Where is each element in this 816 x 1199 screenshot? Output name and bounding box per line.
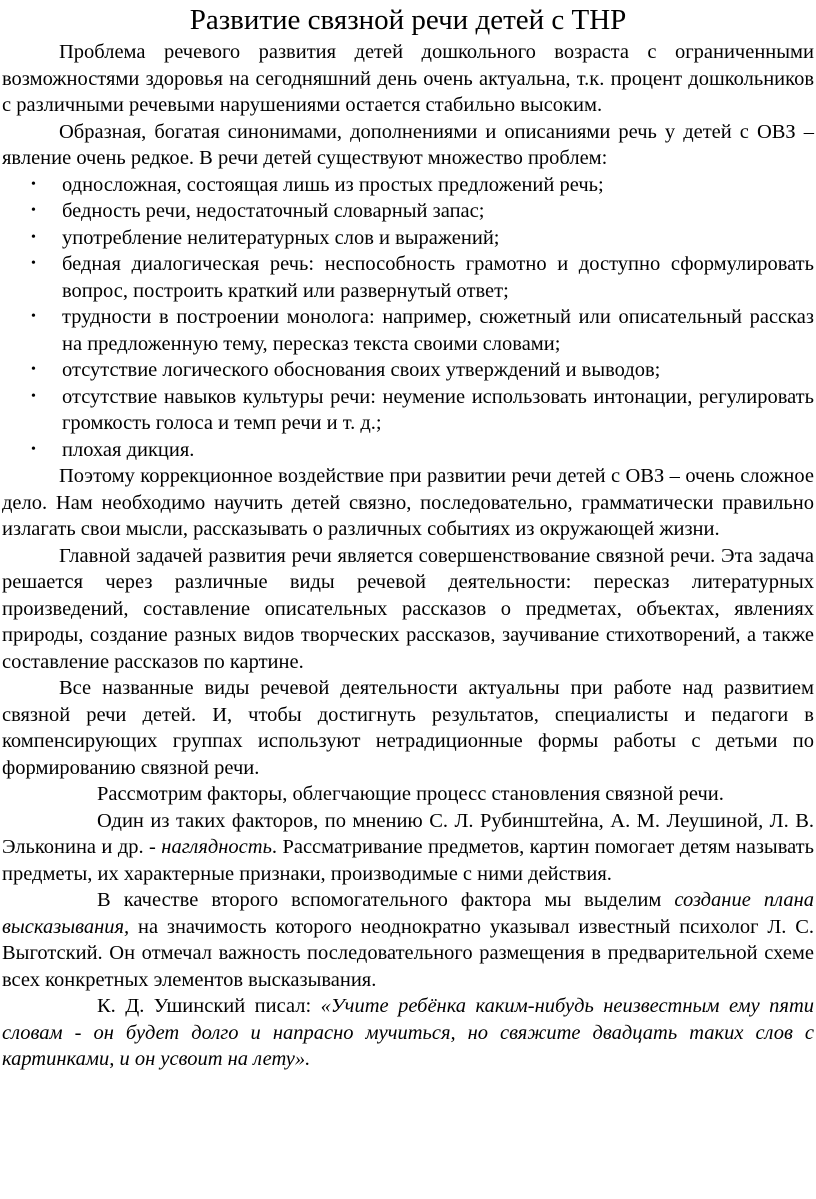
paragraph-speech-problem: Проблема речевого развития детей дошкольного возраста с ограниченными возможностями здоровья на сегодняшний день очень актуальна, т.к. процент дошкольников с различными речевыми нарушениями остается стабильно высоким. [2,41,814,116]
list-item: • плохая дикция. [62,437,814,464]
paragraph-factors-intro: Рассмотрим факторы, облегчающие процесс становления связной речи. [97,783,724,805]
ushinsky-intro: К. Д. Ушинский писал: [97,995,321,1017]
list-item: • бедность речи, недостаточный словарный запас; [62,198,814,225]
paragraph-activities: Все названные виды речевой деятельности актуальны при работе над развитием связной речи детей. И, чтобы достигнуть результатов, специалисты и педагоги в компенсирующих группах используют нетрадиционные формы работы с детьми по формированию связной речи. [2,677,814,779]
problems-list [2,172,814,464]
list-item: • трудности в построении монолога: например, сюжетный или описательный рассказ на предложенную тему, пересказ текста своими словами; [62,304,814,357]
list-item: • отсутствие логического обоснования своих утверждений и выводов; [62,357,814,384]
list-item: • отсутствие навыков культуры речи: неумение использовать интонации, регулировать громкость голоса и темп речи и т. д.; [62,384,814,437]
paragraph-visual-factor [2,808,814,888]
list-item: • употребление нелитературных слов и выражений; [62,225,814,252]
paragraph-correction: Поэтому коррекционное воздействие при развитии речи детей с ОВЗ – очень сложное дело. Нам необходимо научить детей связно, последовательно, грамматически правильно излагать свои мысли, рассказывать о различных событиях из окружающей жизни. [2,465,814,540]
paragraph-main-task: Главной задачей развития речи является совершенствование связной речи. Эта задача решается через различные виды речевой деятельности: пересказ литературных произведений, составление описательных рассказов о предметах, объектах, явлениях природы, создание разных видов творческих рассказов, заучивание стихотворений, а также составление рассказов по картине. [2,544,814,673]
list-item: • односложная, состоящая лишь из простых предложений речь; [62,172,814,199]
ushinsky-quote-text: «Учите ребёнка каким-нибудь неизвестным ему пяти словам - он будет долго и напрасно мучиться, но свяжите двадцать таких слов с картинками, и он усвоит на лету». [2,995,814,1070]
document-title: Развитие связной речи детей с ТНР [189,4,627,36]
plan-factor-before: В качестве второго вспомогательного фактора мы выделим [97,889,675,911]
list-item: • бедная диалогическая речь: неспособность грамотно и доступно сформулировать вопрос, построить краткий или развернутый ответ; [62,251,814,304]
plan-factor-after: на значимость которого неоднократно указывал известный психолог Л. С. Выготский. Он отмечал важность последовательного размещения в предварительной схеме всех конкретных элементов высказывания. [2,915,814,991]
paragraph-plan-factor [2,887,814,993]
paragraph-ushinsky-quote [2,993,814,1073]
visual-factor-before: Один из таких факторов, по мнению С. Л. Рубинштейна, А. М. Леушиной, Л. В. Эльконина и др. - [2,809,814,858]
visual-factor-emphasis: наглядность [161,836,272,858]
paragraph-figurative-speech: Образная, богатая синонимами, дополнениями и описаниями речь у детей с ОВЗ – явление очень редкое. В речи детей существуют множество проблем: [2,120,814,169]
plan-factor-emphasis: создание плана высказывания, [2,889,814,938]
visual-factor-after: . Рассматривание предметов, картин помогает детям называть предметы, их характерные признаки, производимые с ними действия. [2,836,814,885]
